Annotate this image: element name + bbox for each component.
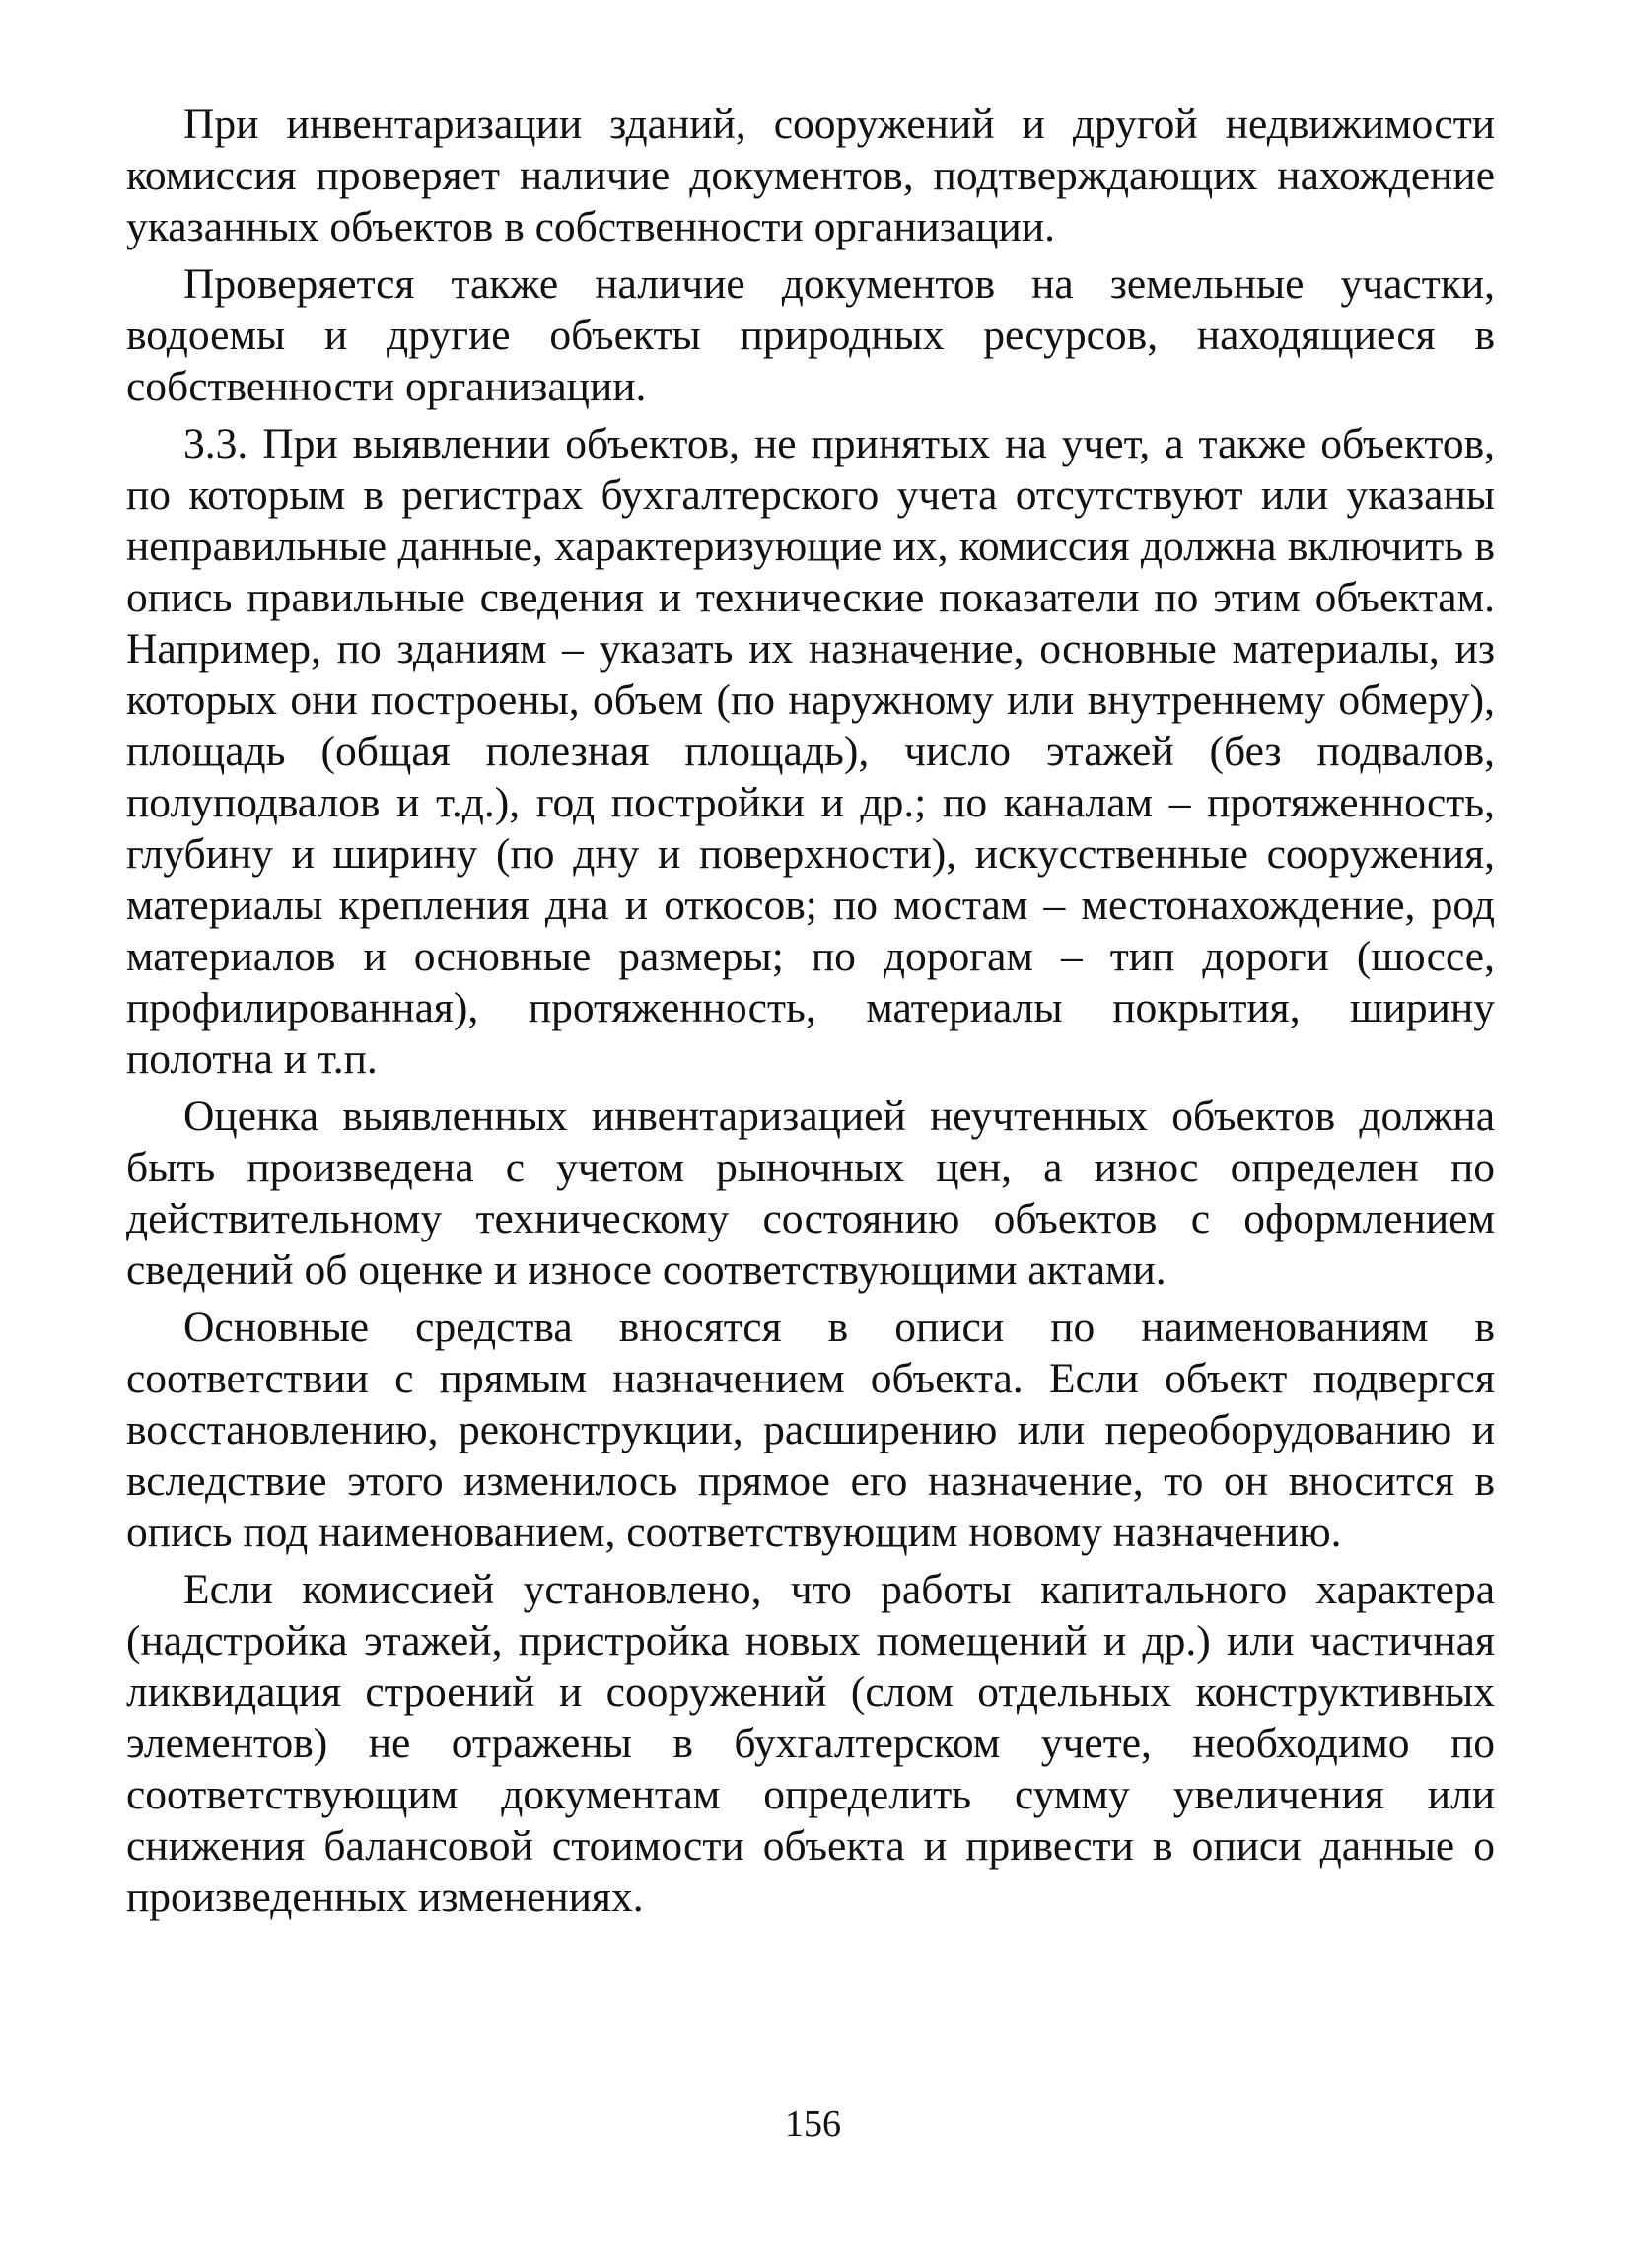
paragraph-fixed-assets-naming: Основные средства вносятся в описи по наименованиям в соответствии с прямым назначением объекта. Если объект подвергся восстановлению, реконструкции, расширению или переоборудованию и вследствие этого изменилось прямое его назначение, то он вносится в опись под наименованием, соответствующим новому назначению.: [126, 1304, 1495, 1556]
paragraph-real-estate-documents: При инвентаризации зданий, сооружений и другой недвижимости комиссия проверяет наличие документов, подтверждающих нахождение указанных объектов в собственности организации.: [126, 101, 1495, 250]
page-number: 156: [785, 2103, 841, 2145]
paragraph-section-3-3: 3.3. При выявлении объектов, не принятых на учет, а также объектов, по которым в регистрах бухгалтерского учета отсутствуют или указаны неправильные данные, характеризующие их, комиссия должна включить в опись правильные сведения и технические показатели по этим объектам. Например, по зданиям – указать их назначение, основные материалы, из которых они построены, объем (по наружному или внутреннему обмеру), площадь (общая полезная площадь), число этажей (без подвалов, полуподвалов и т.д.), год постройки и др.; по каналам – протяженность, глубину и ширину (по дну и поверхности), искусственные сооружения, материалы крепления дна и откосов; по мостам – местонахождение, род материалов и основные размеры; по дорогам – тип дороги (шоссе, профилированная), протяженность, материалы покрытия, ширину полотна и т.п.: [126, 420, 1495, 1083]
body-text: [126, 99, 1495, 1923]
paragraph-capital-works: Если комиссией установлено, что работы капитального характера (надстройка этажей, пристройка новых помещений и др.) или частичная ликвидация строений и сооружений (слом отдельных конструктивных элементов) не отражены в бухгалтерском учете, необходимо по соответствующим документам определить сумму увеличения или снижения балансовой стоимости объекта и привести в описи данные о произведенных изменениях.: [126, 1566, 1495, 1921]
paragraph-land-documents: Проверяется также наличие документов на земельные участки, водоемы и другие объекты природных ресурсов, находящиеся в собственности организации.: [126, 260, 1495, 410]
paragraph-valuation: Оценка выявленных инвентаризацией неучтенных объектов должна быть произведена с учетом рыночных цен, а износ определен по действительному техническому состоянию объектов с оформлением сведений об оценке и износе соответствующими актами.: [126, 1093, 1495, 1294]
